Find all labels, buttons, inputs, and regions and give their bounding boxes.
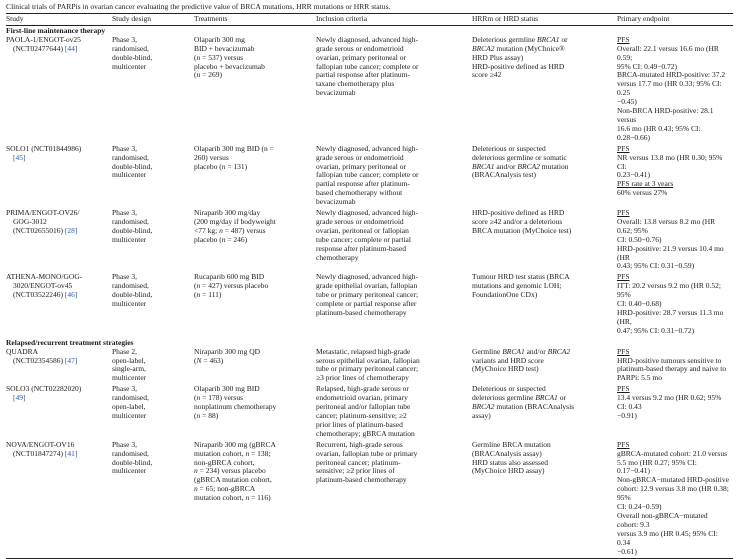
text-line: (BRACAnalysis assay) <box>472 448 542 458</box>
cell-inclusion-criteria <box>316 36 472 145</box>
text-line: BID + bevacizumab <box>194 43 255 53</box>
cell-study <box>6 209 112 273</box>
cell-study-design <box>112 441 194 559</box>
text-line: peritoneal and/or fallopian tube <box>316 402 411 412</box>
text-line: ovarian, fallopian tube or primary <box>316 448 418 458</box>
text-line: double-blind, <box>112 290 153 300</box>
text-line: peritoneal cancer; platinum- <box>316 457 401 467</box>
text-line: randomised, <box>112 448 149 458</box>
text-line: (n = 88) <box>194 410 219 420</box>
text-line: NR versus 13.8 mo (HR 0.30; 95% CI: <box>617 152 723 171</box>
text-line: BRCA1 and/or BRCA2 mutation <box>472 161 569 171</box>
study-name-line: SOLO1 (NCT01844986) <box>6 143 82 153</box>
endpoint-title: PFS <box>617 346 630 356</box>
text-line: nonplatinum chemotherapy <box>194 402 277 412</box>
cell-primary-endpoint <box>617 441 733 559</box>
text-line: Tumour HRD test status (BRCA <box>472 272 570 282</box>
text-line: multicenter <box>112 373 147 383</box>
cell-treatments <box>194 385 316 440</box>
table-row <box>6 273 733 337</box>
study-name-line: (NCT02354586) [47] <box>13 355 78 365</box>
text-line: grade epithelial ovarian, fallopian <box>316 281 418 291</box>
text-line: HRD-positive: 28.7 versus 11.3 mo (HR, <box>617 308 724 326</box>
text-line: Olaparib 300 mg BID (n = <box>194 143 274 153</box>
text-line: Niraparib 300 mg (gBRCA <box>194 439 276 449</box>
text-line: sensitive; ≥2 prior lines of <box>316 466 395 476</box>
text-line: double-blind, <box>112 457 153 467</box>
cell-study <box>6 348 112 386</box>
text-line: ≥3 prior lines of chemotherapy <box>316 373 409 383</box>
text-line: response after platinum-based <box>316 243 406 253</box>
text-line: Newly diagnosed, advanced high- <box>316 272 419 282</box>
cell-inclusion-criteria <box>316 273 472 337</box>
table-row <box>6 385 733 440</box>
study-name-line: PAOLA-1/ENGOT-ov25 <box>6 34 81 44</box>
study-name-line: 3020/ENGOT-ov45 <box>13 281 73 291</box>
text-line: gBRCA-mutated cohort: 21.0 versus <box>617 448 727 458</box>
text-line: chemotherapy <box>316 252 359 262</box>
text-line: 95% CI: 0.49−0.72) <box>617 61 678 71</box>
table-row <box>6 348 733 386</box>
text-line: variants and HRD score <box>472 355 544 365</box>
text-line: cohort: 12.9 versus 3.8 mo (HR 0.38; 95% <box>617 484 729 503</box>
text-line: score ≥42 and/or a deleterious <box>472 216 563 226</box>
text-line: randomised, <box>112 216 149 226</box>
text-line: based chemotherapy without <box>316 188 403 198</box>
text-line: 260) versus <box>194 152 229 162</box>
reference-link[interactable]: [45] <box>13 152 26 162</box>
text-line: multicenter <box>112 234 147 244</box>
text-line: Phase 3, <box>112 439 137 449</box>
trials-table <box>6 13 733 559</box>
text-line: multicenter <box>112 61 147 71</box>
text-line: tube or primary peritoneal cancer; <box>316 290 419 300</box>
text-line: non-gBRCA cohort, <box>194 457 255 467</box>
cell-inclusion-criteria <box>316 385 472 440</box>
text-line: double-blind, <box>112 161 153 171</box>
cell-study-design <box>112 36 194 145</box>
text-line: partial response after platinum- <box>316 179 410 189</box>
text-line: HRD-positive defined as HRD <box>472 61 565 71</box>
reference-link[interactable]: [41] <box>64 448 78 458</box>
text-line: Recurrent, high-grade serous <box>316 439 403 449</box>
header-inclusion-criteria: Inclusion criteria <box>316 14 472 26</box>
table-row <box>6 441 733 559</box>
reference-link[interactable]: [46] <box>64 290 78 300</box>
section-label: First-line maintenance therapy <box>6 25 106 35</box>
cell-hrr-status <box>472 145 617 209</box>
cell-primary-endpoint <box>617 145 733 209</box>
text-line: Niraparib 300 mg/day <box>194 208 261 218</box>
text-line: randomised, <box>112 43 149 53</box>
text-line: −0.91) <box>617 410 637 420</box>
text-line: HRD status also assessed <box>472 457 549 467</box>
text-line: BRCA-mutated HRD-positive: 37.2 <box>617 70 726 80</box>
text-line: (MyChoice HRD test) <box>472 364 539 374</box>
text-line: multicenter <box>112 170 147 180</box>
text-line: randomised, <box>112 152 149 162</box>
endpoint-title: PFS <box>617 384 630 394</box>
text-line: serous epithelial ovarian, fallopian <box>316 355 420 365</box>
reference-link[interactable]: [44] <box>64 43 78 53</box>
text-line: platinum-based chemotherapy <box>316 308 407 317</box>
study-name-line: (NCT02477644) [44] <box>13 43 78 53</box>
cell-study <box>6 36 112 145</box>
cell-hrr-status <box>472 36 617 145</box>
text-line: Germline BRCA1 and/or BRCA2 <box>472 346 571 356</box>
section-label: Relapsed/recurrent treatment strategies <box>6 337 134 347</box>
text-line: (n = 537) versus <box>194 52 244 62</box>
text-line: Deleterious or suspected <box>472 143 546 153</box>
cell-primary-endpoint <box>617 209 733 273</box>
text-line: Non-gBRCA−mutated HRD-positive <box>617 475 729 485</box>
study-name-line: (NCT01847274) [41] <box>13 448 78 458</box>
text-line: multicenter <box>112 299 147 309</box>
reference-link[interactable]: [49] <box>13 393 26 403</box>
text-line: open-label, <box>112 355 146 365</box>
text-line: Phase 3, <box>112 34 137 44</box>
text-line: 0.23−0.41) <box>617 170 650 180</box>
text-line: placebo + bevacizumab <box>194 61 265 71</box>
text-line: 60% versus 27% <box>617 188 668 198</box>
endpoint-title: PFS <box>617 272 630 282</box>
text-line: Niraparib 300 mg QD <box>194 346 261 356</box>
text-line: multicenter <box>112 466 147 476</box>
cell-treatments <box>194 36 316 145</box>
cell-primary-endpoint <box>617 348 733 386</box>
text-line: assay) <box>472 410 491 420</box>
text-line: ovarian, primary peritoneal or <box>316 52 406 62</box>
text-line: (n = 427) versus placebo <box>194 281 269 291</box>
cell-study-design <box>112 145 194 209</box>
cell-study-design <box>112 385 194 440</box>
reference-link[interactable]: [47] <box>64 355 78 365</box>
text-line: tube cancer; complete or partial <box>316 234 411 244</box>
header-primary-endpoint: Primary endpoint <box>617 14 733 26</box>
cell-study-design <box>112 273 194 337</box>
text-line: tube or primary peritoneal cancer; <box>316 364 419 374</box>
endpoint-title: PFS <box>617 143 630 153</box>
text-line: PARPi: 5.5 mo <box>617 373 662 383</box>
text-line: 13.4 versus 9.2 mo (HR 0.62; 95% CI: 0.43 <box>617 393 722 412</box>
text-line: mutation cohort, n = 116) <box>194 493 271 503</box>
cell-study-design <box>112 209 194 273</box>
text-line: placebo (n = 131) <box>194 161 248 171</box>
text-line: platinum-based therapy and naive to <box>617 364 727 374</box>
table-header-row <box>6 14 733 26</box>
cell-primary-endpoint <box>617 36 733 145</box>
header-study: Study <box>6 14 112 26</box>
text-line: n = 65; non-gBRCA <box>194 484 256 494</box>
cell-treatments <box>194 209 316 273</box>
cell-primary-endpoint <box>617 385 733 440</box>
text-line: Relapsed, high-grade serous or <box>316 384 409 394</box>
text-line: ITT: 20.2 versus 9.2 mo (HR 0.52; 95% <box>617 281 721 300</box>
text-line: CI: 0.50−0.76) <box>617 234 662 244</box>
text-line: 5.5 mo (HR 0.27; 95% CI: 0.17−0.41) <box>617 457 697 476</box>
text-line: n = 234) versus placebo <box>194 466 266 476</box>
study-name-line: GOG-3012 <box>13 216 47 226</box>
text-line: Olaparib 300 mg <box>194 34 245 44</box>
text-line: fallopian tube cancer; complete or <box>316 61 419 71</box>
text-line: complete or partial response after <box>316 299 417 309</box>
cell-hrr-status <box>472 209 617 273</box>
text-line: platinum-based chemotherapy <box>316 475 407 485</box>
cell-study <box>6 145 112 209</box>
text-line: Phase 3, <box>112 384 137 394</box>
text-line: (BRACAnalysis test) <box>472 170 536 180</box>
text-line: Newly diagnosed, advanced high- <box>316 34 419 44</box>
text-line: multicenter <box>112 410 147 420</box>
cell-treatments <box>194 348 316 386</box>
text-line: grade serous or endometrioid <box>316 216 404 226</box>
cell-inclusion-criteria <box>316 348 472 386</box>
text-line: −0.45) <box>617 97 637 107</box>
text-line: prior lines of platinum-based <box>316 419 403 429</box>
text-line: Phase 2, <box>112 346 137 356</box>
text-line: taxane chemotherapy plus <box>316 79 395 89</box>
header-treatments: Treatments <box>194 14 316 26</box>
text-line: (MyChoice HRD assay) <box>472 466 545 476</box>
table-row <box>6 209 733 273</box>
text-line: BRCA2 mutation (MyChoice® <box>472 43 565 53</box>
study-name-line: (NCT02655016) [28] <box>13 225 78 235</box>
text-line: (n = 178) versus <box>194 393 244 403</box>
header-study-design: Study design <box>112 14 194 26</box>
text-line: Non-BRCA HRD-positive: 28.1 versus <box>617 106 714 124</box>
text-line: Phase 3, <box>112 208 137 218</box>
cell-study <box>6 385 112 440</box>
text-line: BRCA mutation (MyChoice test) <box>472 225 572 235</box>
text-line: ovarian, primary peritoneal or <box>316 161 406 171</box>
text-line: (gBRCA mutation cohort, <box>194 475 272 485</box>
text-line: Overall: 13.8 versus 8.2 mo (HR 0.62; 95% <box>617 216 716 235</box>
text-line: Newly diagnosed, advanced high- <box>316 143 419 153</box>
cell-treatments <box>194 441 316 559</box>
cell-inclusion-criteria <box>316 145 472 209</box>
study-name-line: (NCT03522246) [46] <box>13 290 78 300</box>
text-line: partial response after platinum- <box>316 70 410 80</box>
text-line: chemotherapy; gBRCA mutation <box>316 428 415 438</box>
text-line: deleterious germline or somatic <box>472 152 567 162</box>
text-line: Deleterious germline BRCA1 or <box>472 34 568 44</box>
cell-study <box>6 441 112 559</box>
reference-link[interactable]: [28] <box>64 225 78 235</box>
text-line: mutation cohort, n = 138; <box>194 448 271 458</box>
text-line: open-label, <box>112 402 146 412</box>
text-line: CI: 0.24−0.59) <box>617 502 662 512</box>
study-name-line: SOLO3 (NCT02282020) <box>6 384 82 394</box>
text-line: HRD-positive defined as HRD <box>472 208 565 218</box>
endpoint-title: PFS <box>617 208 630 218</box>
endpoint-subtitle: PFS rate at 3 years <box>617 179 674 189</box>
text-line: Overall: 22.1 versus 16.6 mo (HR 0.59; <box>617 43 719 62</box>
cell-primary-endpoint <box>617 273 733 337</box>
study-name-line: ATHENA-MONO/GOG- <box>6 272 83 282</box>
endpoint-title: PFS <box>617 34 630 44</box>
text-line: double-blind, <box>112 52 153 62</box>
cell-hrr-status <box>472 385 617 440</box>
header-hrr-status: HRRm or HRD status <box>472 14 617 26</box>
text-line: FoundationOne CDx) <box>472 290 538 300</box>
table-row <box>6 145 733 209</box>
text-line: Phase 3, <box>112 143 137 153</box>
text-line: HRD-positive tumours sensitive to <box>617 355 722 365</box>
cell-treatments <box>194 145 316 209</box>
text-line: HRD Plus assay) <box>472 52 524 62</box>
text-line: endometrioid ovarian, primary <box>316 393 408 403</box>
text-line: double-blind, <box>112 225 153 235</box>
text-line: bevacizumab <box>316 197 356 207</box>
text-line: <77 kg; n = 487) versus <box>194 225 266 235</box>
text-line: Deleterious or suspected <box>472 384 546 394</box>
text-line: versus 3.9 mo (HR 0.45; 95% CI: 0.34 <box>617 528 718 547</box>
text-line: cancer; platinum-sensitive; ≥2 <box>316 410 407 420</box>
text-line: ovarian, peritoneal or fallopian <box>316 225 409 235</box>
text-line: CI: 0.40−0.68) <box>617 299 662 309</box>
text-line: HRD-positive: 21.9 versus 10.4 mo (HR <box>617 243 724 262</box>
study-name-line: QUADRA <box>6 346 39 356</box>
text-line: Olaparib 300 mg BID <box>194 384 260 394</box>
cell-study-design <box>112 348 194 386</box>
text-line: bevacizumab <box>316 88 356 98</box>
text-line: Phase 3, <box>112 272 137 282</box>
text-line: 0.47; 95% CI: 0.31−0.72) <box>617 325 695 335</box>
endpoint-title: PFS <box>617 439 630 449</box>
table-body <box>6 25 733 559</box>
table-row <box>6 36 733 145</box>
text-line: BRCA2 mutation (BRACAnalysis <box>472 402 575 412</box>
cell-hrr-status <box>472 441 617 559</box>
cell-treatments <box>194 273 316 337</box>
text-line: −0.61) <box>617 546 637 556</box>
text-line: versus 17.7 mo (HR 0.33; 95% CI: 0.25 <box>617 79 722 98</box>
table-caption: Clinical trials of PARPis in ovarian cancer evaluating the predictive value of BRCA mutations, HRR mutations or HRR status. <box>6 2 391 11</box>
text-line: fallopian tube cancer; complete or <box>316 170 419 180</box>
text-line: (N = 463) <box>194 355 224 365</box>
cell-hrr-status <box>472 273 617 337</box>
study-name-line: PRIMA/ENGOT-OV26/ <box>6 208 80 218</box>
cell-inclusion-criteria <box>316 441 472 559</box>
text-line: grade serous or endometrioid <box>316 152 404 162</box>
text-line: (n = 269) <box>194 70 222 80</box>
text-line: deleterious germline BRCA1 or <box>472 393 566 403</box>
study-name-line: NOVA/ENGOT-OV16 <box>6 439 75 449</box>
text-line: Newly diagnosed, advanced high- <box>316 208 419 218</box>
text-line: single-arm, <box>112 364 146 374</box>
text-line: placebo (n = 246) <box>194 234 248 244</box>
cell-hrr-status <box>472 348 617 386</box>
text-line: (200 mg/day if bodyweight <box>194 216 276 226</box>
text-line: Germline BRCA mutation <box>472 439 551 449</box>
text-line: Metastatic, relapsed high-grade <box>316 346 411 356</box>
text-line: score ≥42 <box>472 70 502 80</box>
text-line: Rucaparib 600 mg BID <box>194 272 265 282</box>
cell-inclusion-criteria <box>316 209 472 273</box>
text-line: 16.6 mo (HR 0.43; 95% CI: 0.28−0.66) <box>617 123 701 142</box>
cell-study <box>6 273 112 337</box>
text-line: mutations and genomic LOH; <box>472 281 562 291</box>
text-line: 0.43; 95% CI: 0.31−0.59) <box>617 261 695 271</box>
text-line: Overall non-gBRCA−mutated cohort: 9.3 <box>617 510 708 529</box>
text-line: randomised, <box>112 393 149 403</box>
text-line: (n = 111) <box>194 290 222 300</box>
text-line: randomised, <box>112 281 149 291</box>
text-line: grade serous or endometrioid <box>316 43 404 53</box>
